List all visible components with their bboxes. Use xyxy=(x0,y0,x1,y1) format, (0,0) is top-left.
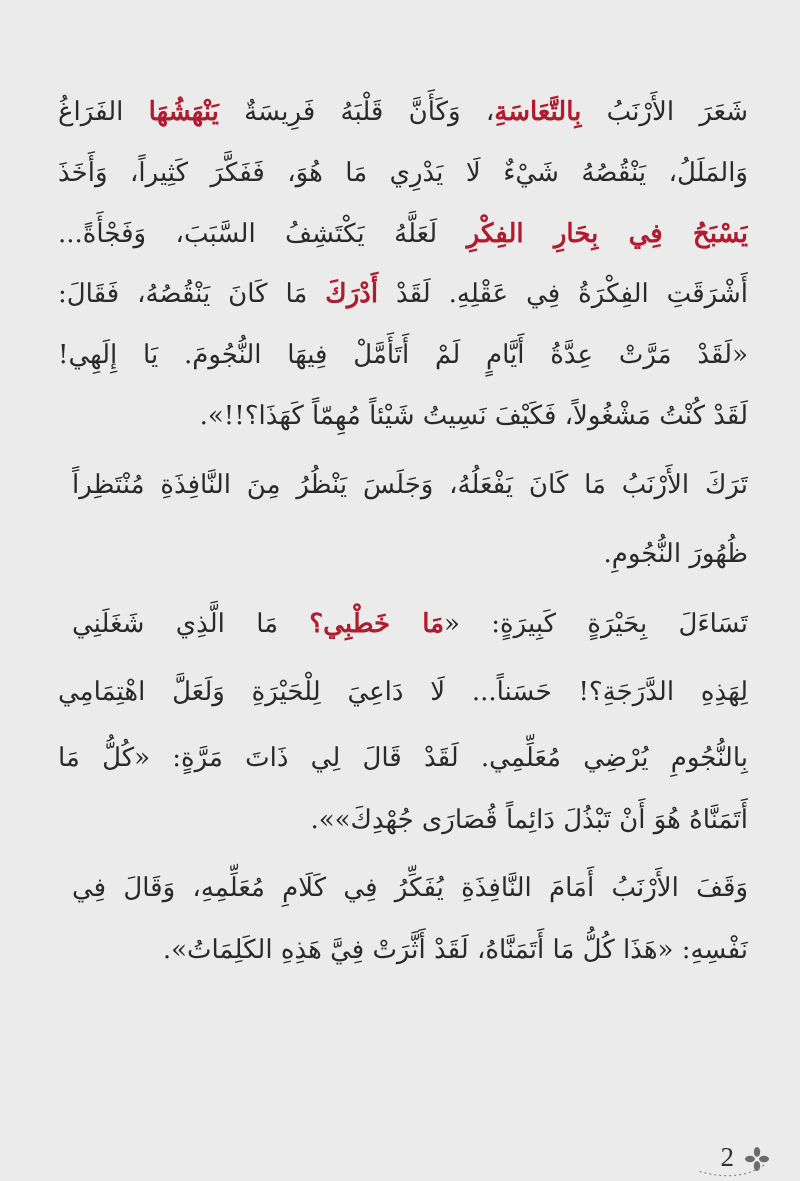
text-segment: «لَقَدْ مَرَّتْ عِدَّةُ أَيَّامٍ لَمْ أَتَأَمَّلْ فِيهَا النُّجُومَ. يَا إِلَهِي! xyxy=(58,340,748,370)
text-line-6 xyxy=(58,386,748,446)
highlighted-word: أَدْرَكَ xyxy=(325,279,379,309)
text-line-8 xyxy=(58,524,748,584)
text-line-14 xyxy=(58,920,748,980)
text-line-12 xyxy=(58,790,748,850)
text-line-4 xyxy=(58,264,748,324)
highlighted-word: بِالتَّعَاسَةِ xyxy=(494,97,582,127)
page-number: 2 xyxy=(720,1142,734,1172)
text-segment: بِالنُّجُومِ يُرْضِي مُعَلِّمِي. لَقَدْ قَالَ لِي ذَاتَ مَرَّةٍ: «كُلُّ مَا xyxy=(58,743,748,773)
text-segment: ظُهُورَ النُّجُومِ. xyxy=(603,539,748,569)
text-segment: مَا كَانَ يَنْقُصُهُ، فَقَالَ: xyxy=(58,279,326,309)
text-segment: وَقَفَ الأَرْنَبُ أَمَامَ النَّافِذَةِ يُفَكِّرُ فِي كَلَامِ مُعَلِّمِهِ، وَقَالَ فِي xyxy=(72,873,748,903)
highlighted-phrase: مَا خَطْبِي؟ xyxy=(309,609,445,639)
text-line-10 xyxy=(58,662,748,722)
text-line-11 xyxy=(58,728,748,788)
dotted-swirl-icon xyxy=(696,1162,766,1178)
page-footer xyxy=(656,1140,776,1180)
highlighted-phrase: يَسْبَحُ فِي بِحَارِ الفِكْرِ xyxy=(466,219,748,249)
highlighted-word: يَنْهَشُهَا xyxy=(148,97,219,127)
text-line-1 xyxy=(58,82,748,142)
text-segment: لَعَلَّهُ يَكْتَشِفُ السَّبَبَ، وَفَجْأَةً... xyxy=(58,219,467,249)
text-line-7 xyxy=(72,455,748,515)
text-segment: مَا الَّذِي شَغَلَنِي xyxy=(72,609,310,639)
text-segment: ، وَكَأَنَّ قَلْبَهُ فَرِيسَةٌ xyxy=(218,97,495,127)
text-segment: لِهَذِهِ الدَّرَجَةِ؟! حَسَناً... لَا دَاعِيَ لِلْحَيْرَةِ وَلَعَلَّ اهْتِمَامِي xyxy=(58,677,748,707)
text-segment: شَعَرَ الأَرْنَبُ xyxy=(581,97,748,127)
text-line-2 xyxy=(58,143,748,203)
text-segment: أَتَمَنَّاهُ هُوَ أَنْ تَبْذُلَ دَائِماً قُصَارَى جُهْدِكَ»». xyxy=(310,805,748,835)
text-segment: الفَرَاغُ xyxy=(58,97,149,127)
text-line-9 xyxy=(72,594,748,654)
text-segment: وَالمَلَلُ، يَنْقُصُهُ شَيْءٌ لَا يَدْرِي مَا هُوَ، فَفَكَّرَ كَثِيراً، وَأَخَذَ xyxy=(58,158,748,188)
text-segment: نَفْسِهِ: «هَذَا كُلُّ مَا أَتَمَنَّاهُ، لَقَدْ أَثَّرَتْ فِيَّ هَذِهِ الكَلِمَاتُ». xyxy=(162,935,748,965)
text-segment: تَرَكَ الأَرْنَبُ مَا كَانَ يَفْعَلُهُ، وَجَلَسَ يَنْظُرُ مِنَ النَّافِذَةِ مُنْتَظِراً xyxy=(72,470,748,500)
text-line-5 xyxy=(58,325,748,385)
text-segment: لَقَدْ كُنْتُ مَشْغُولاً، فَكَيْفَ نَسِيتُ شَيْئاً مُهِمّاً كَهَذَا؟!!». xyxy=(199,401,748,431)
text-segment: تَسَاءَلَ بِحَيْرَةٍ كَبِيرَةٍ: « xyxy=(444,609,748,639)
text-line-3 xyxy=(58,204,748,264)
text-line-13 xyxy=(72,858,748,918)
text-segment: أَشْرَقَتِ الفِكْرَةُ فِي عَقْلِهِ. لَقَدْ xyxy=(378,279,748,309)
